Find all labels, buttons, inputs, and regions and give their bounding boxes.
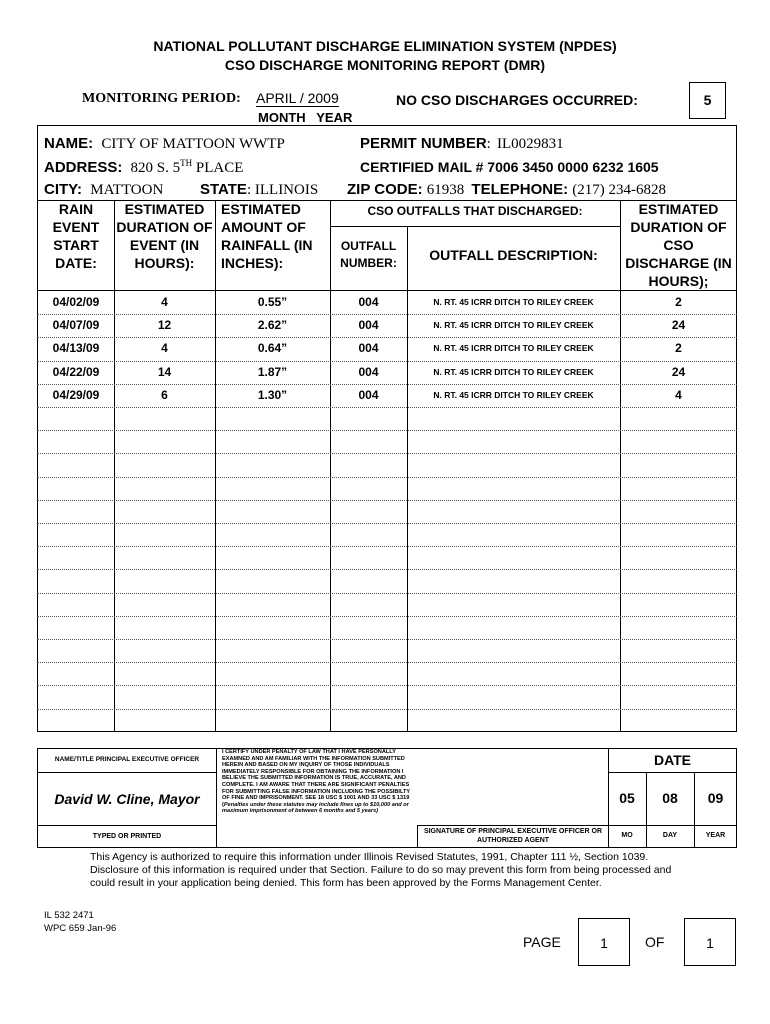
zip-value: 61938 bbox=[426, 182, 465, 198]
signature-label: SIGNATURE OF PRINCIPAL EXECUTIVE OFFICER OR AUTHORIZED AGENT bbox=[423, 828, 603, 844]
monitoring-period-label: MONITORING PERIOD: bbox=[82, 91, 241, 106]
cell-outfall bbox=[330, 477, 407, 500]
cert-officer-rule bbox=[37, 772, 216, 773]
cell-cso bbox=[620, 709, 737, 732]
cell-description bbox=[407, 407, 620, 430]
cell-rainfall bbox=[215, 546, 330, 569]
cell-duration bbox=[114, 523, 215, 546]
cell-description: N. RT. 45 ICRR DITCH TO RILEY CREEK bbox=[433, 320, 594, 330]
date-label: DATE bbox=[653, 752, 692, 768]
cell-description bbox=[407, 616, 620, 639]
cell-outfall bbox=[330, 430, 407, 453]
year-label: YEAR bbox=[705, 832, 726, 839]
cell-rainfall: 0.64” bbox=[257, 341, 288, 355]
col-header-cso-duration: ESTIMATED DURATION OF CSO DISCHARGE (IN HOURS); bbox=[625, 201, 732, 289]
cell-outfall bbox=[330, 639, 407, 662]
cell-date: 04/13/09 bbox=[52, 341, 100, 355]
form-title-line1: NATIONAL POLLUTANT DISCHARGE ELIMINATION SYSTEM (NPDES) bbox=[153, 38, 617, 54]
cell-date bbox=[38, 453, 114, 476]
address-value: 820 S. 5 bbox=[130, 160, 181, 176]
cell-duration bbox=[114, 407, 215, 430]
cell-duration bbox=[114, 616, 215, 639]
cell-description bbox=[407, 523, 620, 546]
cell-rainfall bbox=[215, 477, 330, 500]
cell-date bbox=[38, 430, 114, 453]
cell-description bbox=[407, 569, 620, 592]
cell-date bbox=[38, 662, 114, 685]
cell-description bbox=[407, 639, 620, 662]
cell-description bbox=[407, 477, 620, 500]
cell-duration bbox=[114, 500, 215, 523]
name-label: NAME: bbox=[44, 135, 94, 152]
cell-duration: 14 bbox=[157, 365, 172, 379]
no-discharges-label: NO CSO DISCHARGES OCCURRED: bbox=[396, 92, 638, 108]
cell-description bbox=[407, 685, 620, 708]
cell-description bbox=[407, 709, 620, 732]
cell-rainfall bbox=[215, 685, 330, 708]
page-number-box bbox=[578, 918, 630, 966]
cell-outfall: 004 bbox=[358, 388, 379, 402]
cell-date: 04/02/09 bbox=[52, 295, 100, 309]
cell-description: N. RT. 45 ICRR DITCH TO RILEY CREEK bbox=[433, 343, 594, 353]
cell-date bbox=[38, 407, 114, 430]
officer-name: David W. Cline, Mayor bbox=[54, 791, 200, 807]
city-value: MATTOON bbox=[90, 182, 164, 198]
cell-outfall bbox=[330, 685, 407, 708]
cell-rainfall bbox=[215, 407, 330, 430]
col-header-duration: ESTIMATED DURATION OF EVENT (IN HOURS): bbox=[116, 201, 213, 271]
cell-cso: 2 bbox=[675, 341, 682, 355]
cell-outfall bbox=[330, 523, 407, 546]
date-year: 09 bbox=[707, 790, 724, 806]
cell-date: 04/07/09 bbox=[52, 318, 100, 332]
cell-duration bbox=[114, 685, 215, 708]
cell-cso bbox=[620, 453, 737, 476]
cell-rainfall bbox=[215, 616, 330, 639]
cert-text-italic: Penalties under these statutes may include fines up to $10,000 and or maximum imprisonment of between 6 months and 5 years) bbox=[222, 801, 409, 815]
cell-duration: 12 bbox=[157, 318, 172, 332]
cell-outfall: 004 bbox=[358, 318, 379, 332]
cell-outfall bbox=[330, 593, 407, 616]
cell-cso: 24 bbox=[671, 318, 686, 332]
cell-description bbox=[407, 593, 620, 616]
certified-mail: CERTIFIED MAIL # 7006 3450 0000 6232 1605 bbox=[360, 159, 659, 175]
cell-outfall bbox=[330, 569, 407, 592]
cell-cso: 4 bbox=[675, 388, 682, 402]
cell-duration bbox=[114, 639, 215, 662]
col-header-outfall-number: OUTFALL NUMBER: bbox=[340, 239, 397, 270]
cell-duration bbox=[114, 593, 215, 616]
cell-rainfall bbox=[215, 523, 330, 546]
state-row bbox=[200, 181, 318, 199]
cell-outfall bbox=[330, 616, 407, 639]
mo-label: MO bbox=[621, 832, 633, 839]
permit-label: PERMIT NUMBER bbox=[360, 135, 487, 152]
cell-rainfall bbox=[215, 430, 330, 453]
date-month: 05 bbox=[619, 790, 635, 806]
name-value: CITY OF MATTOON WWTP bbox=[101, 136, 285, 152]
telephone-value: (217) 234-6828 bbox=[572, 182, 667, 198]
cell-outfall: 004 bbox=[358, 365, 379, 379]
address-value-post: PLACE bbox=[192, 160, 244, 176]
cell-rainfall: 0.55” bbox=[257, 295, 288, 309]
state-value: : ILLINOIS bbox=[246, 182, 319, 198]
page-total-box bbox=[684, 918, 736, 966]
cell-description bbox=[407, 430, 620, 453]
cell-cso: 24 bbox=[671, 365, 686, 379]
cell-date bbox=[38, 639, 114, 662]
cell-outfall bbox=[330, 546, 407, 569]
cell-outfall bbox=[330, 662, 407, 685]
cell-description bbox=[407, 453, 620, 476]
page-label: PAGE bbox=[523, 934, 561, 950]
cell-rainfall bbox=[215, 709, 330, 732]
zip-label: ZIP CODE: bbox=[347, 181, 423, 198]
cell-date bbox=[38, 546, 114, 569]
col-header-rain-event: RAIN EVENT START DATE: bbox=[52, 201, 100, 271]
cell-duration bbox=[114, 662, 215, 685]
cell-date: 04/29/09 bbox=[52, 388, 100, 402]
cell-date bbox=[38, 523, 114, 546]
day-label: DAY bbox=[662, 832, 678, 839]
cell-duration bbox=[114, 709, 215, 732]
cell-duration bbox=[114, 477, 215, 500]
cell-description: N. RT. 45 ICRR DITCH TO RILEY CREEK bbox=[433, 390, 594, 400]
col-header-outfalls-group: CSO OUTFALLS THAT DISCHARGED: bbox=[367, 204, 583, 218]
cell-duration: 4 bbox=[161, 341, 168, 355]
cell-date bbox=[38, 477, 114, 500]
cert-sig-rule bbox=[417, 825, 608, 826]
cell-cso bbox=[620, 685, 737, 708]
zip-row bbox=[347, 181, 666, 199]
city-row bbox=[44, 181, 163, 199]
cell-duration: 6 bbox=[161, 388, 168, 402]
cell-description: N. RT. 45 ICRR DITCH TO RILEY CREEK bbox=[433, 367, 594, 377]
cell-outfall bbox=[330, 407, 407, 430]
cell-cso bbox=[620, 569, 737, 592]
col-header-outfall-description: OUTFALL DESCRIPTION: bbox=[429, 247, 598, 263]
cell-rainfall bbox=[215, 662, 330, 685]
telephone-label: TELEPHONE: bbox=[471, 181, 569, 198]
date-top-rule bbox=[608, 772, 737, 773]
cell-outfall bbox=[330, 500, 407, 523]
cell-cso bbox=[620, 430, 737, 453]
legal-notice: This Agency is authorized to require this information under Illinois Revised Statutes, 1991, Chapter 111 ½, Section 1039. Disclosure of this information is required under that Section. Failure to do so may prevent this form from being processed and could result in your application being denied. This form has been approved by the Forms Management Center. bbox=[90, 851, 672, 889]
officer-label: NAME/TITLE PRINCIPAL EXECUTIVE OFFICER bbox=[54, 756, 200, 763]
city-label: CITY: bbox=[44, 181, 83, 198]
cell-description: N. RT. 45 ICRR DITCH TO RILEY CREEK bbox=[433, 297, 594, 307]
date-day: 08 bbox=[662, 790, 678, 806]
form-title-line2: CSO DISCHARGE MONITORING REPORT (DMR) bbox=[224, 57, 546, 73]
cert-divider-1 bbox=[216, 748, 217, 848]
cell-rainfall: 1.87” bbox=[257, 365, 288, 379]
address-row bbox=[44, 158, 243, 177]
state-label: STATE bbox=[200, 181, 247, 198]
cell-date bbox=[38, 500, 114, 523]
cell-date bbox=[38, 593, 114, 616]
date-mid-rule bbox=[608, 825, 737, 826]
cell-cso bbox=[620, 639, 737, 662]
monitoring-period-value: APRIL / 2009 bbox=[256, 90, 339, 106]
month-year-caption: MONTH YEAR bbox=[258, 110, 353, 125]
cell-date bbox=[38, 569, 114, 592]
cell-duration: 4 bbox=[161, 295, 168, 309]
cell-outfall: 004 bbox=[358, 341, 379, 355]
col-header-rainfall: ESTIMATED AMOUNT OF RAINFALL (IN INCHES): bbox=[221, 201, 313, 271]
cell-description bbox=[407, 546, 620, 569]
of-label: OF bbox=[645, 934, 665, 950]
cell-description bbox=[407, 500, 620, 523]
cell-description bbox=[407, 662, 620, 685]
no-discharges-box bbox=[689, 82, 726, 119]
cell-cso bbox=[620, 546, 737, 569]
cell-rainfall bbox=[215, 593, 330, 616]
cert-text: I CERTIFY UNDER PENALTY OF LAW THAT I HAVE PERSONALLY EXAMNED AND AM FAMILIAR WITH THE INFORMATION SUBMITTED HEREIN AND BASED ON MY INQUIRY OF THOSE INDIVIDUALS IMMEDIATELY RESPONSIBLE FOR OBTAINING THE INFORMATION I BELIEVE THE SUBMITTED INFORMATION IS TRUE, ACCURATE, AND COMPLETE. I AM AWARE THAT THERE ARE SIGNIFICANT PENALTIES FOR SUBMITTING FALSE INFORMATION INCLUDING THE POSSIBILTY OF FINE AND IMPRISONMENT. SEE 18 USC $ 1001 AND 33 USC $ 1319 ( bbox=[222, 749, 411, 808]
permit-colon: : bbox=[486, 136, 491, 152]
permit-row bbox=[360, 135, 564, 153]
page-number: 1 bbox=[600, 935, 608, 951]
cell-rainfall bbox=[215, 639, 330, 662]
cell-rainfall: 1.30” bbox=[257, 388, 288, 402]
typed-label: TYPED OR PRINTED bbox=[92, 833, 162, 840]
cell-cso bbox=[620, 616, 737, 639]
cert-statement bbox=[222, 749, 418, 815]
address-label: ADDRESS: bbox=[44, 159, 123, 176]
page-total: 1 bbox=[706, 935, 714, 951]
cell-cso bbox=[620, 500, 737, 523]
cell-duration bbox=[114, 453, 215, 476]
cell-cso bbox=[620, 593, 737, 616]
cell-rainfall bbox=[215, 569, 330, 592]
cell-cso bbox=[620, 407, 737, 430]
cell-rainfall: 2.62” bbox=[257, 318, 288, 332]
cell-outfall bbox=[330, 709, 407, 732]
cell-cso: 2 bbox=[675, 295, 682, 309]
cert-divider-sig bbox=[417, 825, 418, 848]
cell-date bbox=[38, 616, 114, 639]
cell-cso bbox=[620, 523, 737, 546]
no-discharges-value: 5 bbox=[703, 92, 712, 108]
permit-value: IL0029831 bbox=[497, 136, 564, 152]
form-id-2: WPC 659 Jan-96 bbox=[44, 923, 117, 934]
cell-duration bbox=[114, 430, 215, 453]
cell-duration bbox=[114, 546, 215, 569]
cell-rainfall bbox=[215, 500, 330, 523]
name-row bbox=[44, 135, 285, 153]
cell-cso bbox=[620, 662, 737, 685]
cell-outfall bbox=[330, 453, 407, 476]
cell-duration bbox=[114, 569, 215, 592]
address-value-sup: TH bbox=[180, 158, 193, 168]
cert-typed-rule bbox=[37, 825, 216, 826]
cell-cso bbox=[620, 477, 737, 500]
form-id-1: IL 532 2471 bbox=[44, 910, 94, 921]
cell-date bbox=[38, 685, 114, 708]
cell-date bbox=[38, 709, 114, 732]
outfall-group-rule bbox=[330, 226, 620, 227]
cell-rainfall bbox=[215, 453, 330, 476]
cell-date: 04/22/09 bbox=[52, 365, 100, 379]
cell-outfall: 004 bbox=[358, 295, 379, 309]
